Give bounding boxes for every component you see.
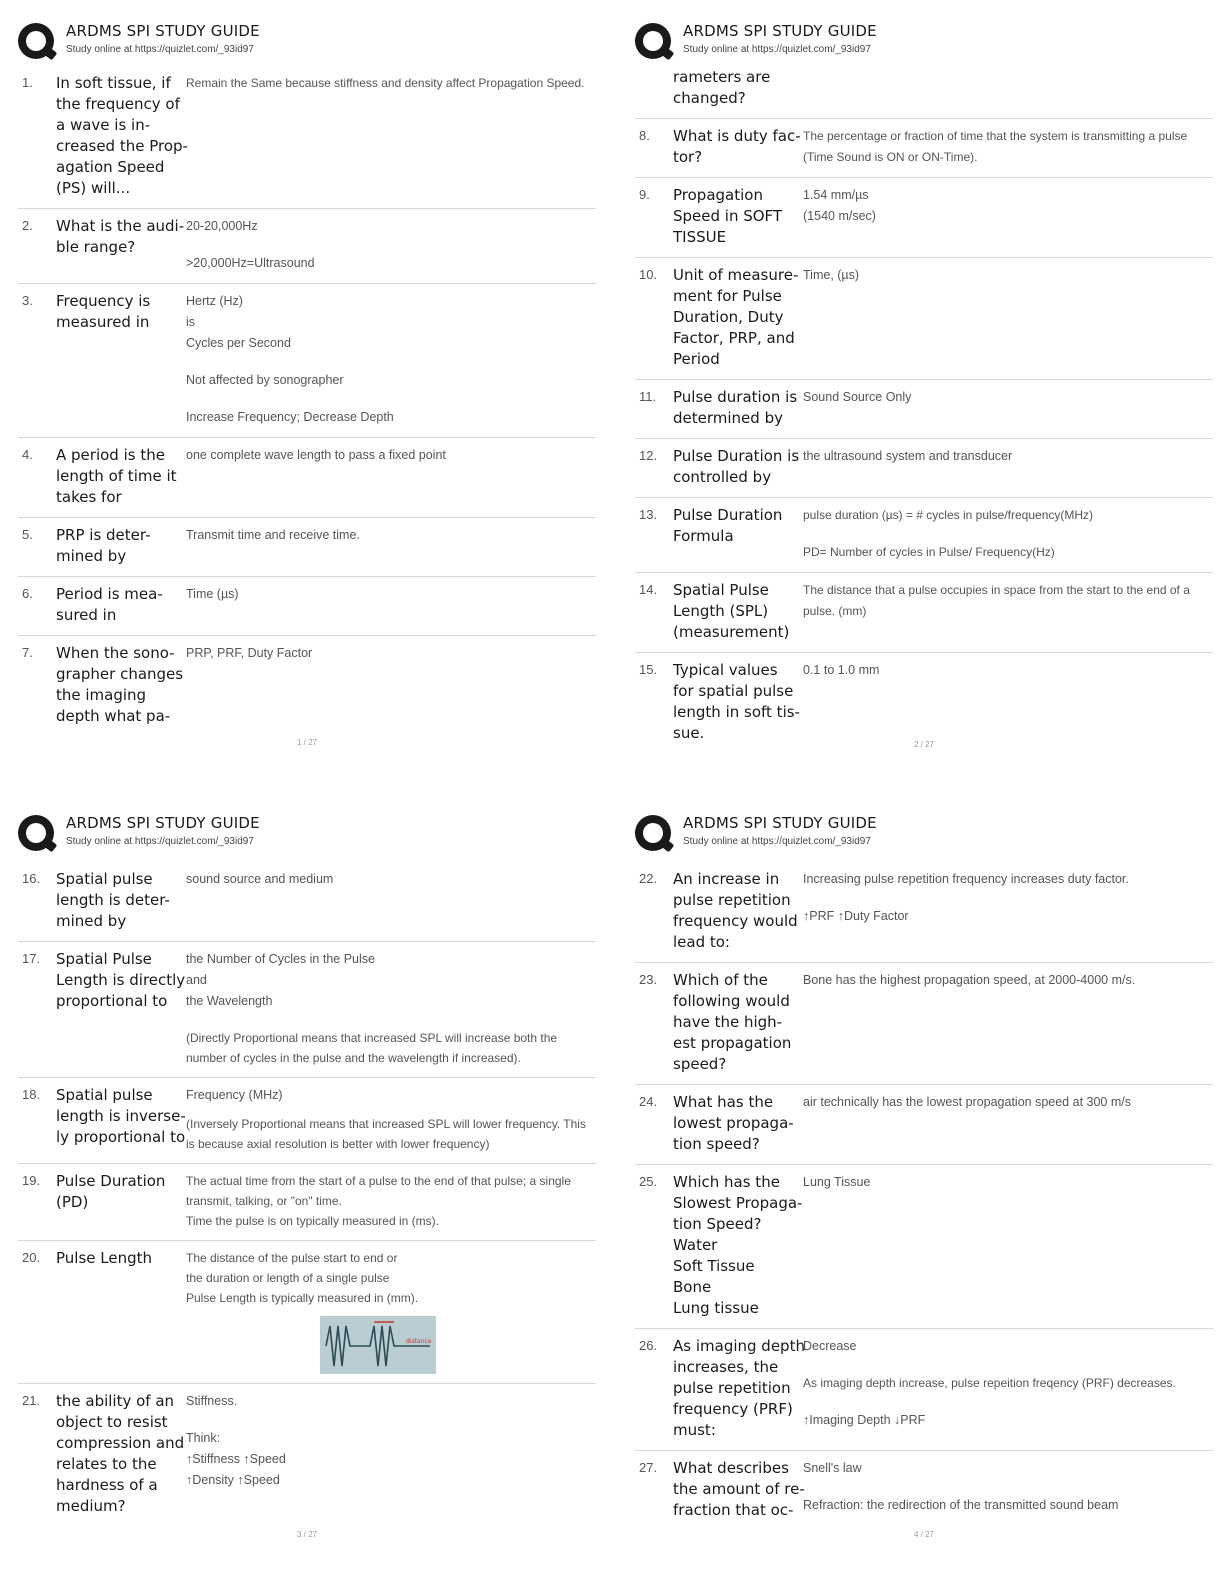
- card-number: 25.: [639, 1174, 658, 1189]
- card-definition: The actual time from the start of a pulse to the end of that pulse; a single transmit, talking, or "on" time. Time the pulse is on typically measured in (ms).: [186, 1174, 571, 1228]
- card-row: [18, 68, 596, 209]
- card-definition: PRP, PRF, Duty Factor: [186, 646, 313, 660]
- page-1: [18, 20, 596, 747]
- card-term: Spatial Pulse Length is directly proportional to: [56, 950, 186, 1010]
- card-number: 1.: [22, 75, 33, 90]
- card-term: Typical values for spatial pulse length in soft tis- sue.: [673, 661, 800, 742]
- page-header: [635, 812, 1213, 860]
- card-number: 21.: [22, 1393, 41, 1408]
- card-definition: The percentage or fraction of time that the system is transmitting a pulse (Time Sound is ON or ON-Time).: [803, 129, 1188, 164]
- card-row: [18, 518, 596, 577]
- card-term: An increase in pulse repetition frequency would lead to:: [673, 870, 798, 951]
- card-number: 7.: [22, 645, 33, 660]
- card-row: [635, 1165, 1213, 1329]
- card-term: A period is the length of time it takes for: [56, 446, 177, 506]
- card-number: 15.: [639, 662, 658, 677]
- card-definition: air technically has the lowest propagation speed at 300 m/s: [803, 1095, 1131, 1109]
- card-row: [635, 119, 1213, 178]
- card-definition: one complete wave length to pass a fixed point: [186, 448, 446, 462]
- card-continuation: [635, 62, 1213, 119]
- card-row: [18, 577, 596, 636]
- card-row: [18, 1164, 596, 1241]
- quizlet-logo-icon: [635, 815, 671, 851]
- card-number: 10.: [639, 267, 658, 282]
- card-number: 27.: [639, 1460, 658, 1475]
- card-row: [635, 963, 1213, 1085]
- card-definition: Lung Tissue: [803, 1175, 871, 1189]
- page-header: [18, 20, 596, 68]
- guide-title: ARDMS SPI STUDY GUIDE: [66, 22, 260, 40]
- card-definition: The distance of the pulse start to end or the duration or length of a single pulse Pulse Length is typically measured in (mm).: [186, 1251, 419, 1305]
- guide-title: ARDMS SPI STUDY GUIDE: [683, 814, 877, 832]
- card-number: 18.: [22, 1087, 41, 1102]
- card-row: [18, 438, 596, 518]
- card-term: PRP is deter- mined by: [56, 526, 151, 565]
- card-number: 26.: [639, 1338, 658, 1353]
- page-number: 4 / 27: [913, 1530, 934, 1539]
- card-term: rameters are changed?: [673, 68, 771, 107]
- card-definition: Transmit time and receive time.: [186, 528, 360, 542]
- card-term: What describes the amount of re- fraction that oc-: [673, 1459, 805, 1519]
- card-term: Pulse Duration (PD): [56, 1172, 166, 1211]
- card-term: When the sono- grapher changes the imaging depth what pa-: [56, 644, 184, 725]
- card-number: 9.: [639, 187, 650, 202]
- card-definition: Decrease As imaging depth increase, pulse repeition freqency (PRF) decreases. ↑Imaging Depth ↓PRF: [803, 1339, 1176, 1427]
- card-number: 14.: [639, 582, 658, 597]
- card-definition: sound source and medium: [186, 872, 334, 886]
- card-number: 12.: [639, 448, 658, 463]
- card-row: [635, 498, 1213, 573]
- card-term: Pulse duration is determined by: [673, 388, 798, 427]
- card-term: What is duty fac- tor?: [673, 127, 801, 166]
- study-online-link[interactable]: Study online at https://quizlet.com/_93id97: [66, 44, 254, 55]
- card-definition: 20-20,000Hz >20,000Hz=Ultrasound: [186, 219, 315, 270]
- quizlet-logo-icon: [635, 23, 671, 59]
- page-4: [635, 812, 1213, 1539]
- card-term: Frequency is measured in: [56, 292, 151, 331]
- card-term: Pulse Length: [56, 1249, 153, 1267]
- card-definition: Increasing pulse repetition frequency increases duty factor. ↑PRF ↑Duty Factor: [803, 872, 1129, 923]
- card-term: Propagation Speed in SOFT TISSUE: [673, 186, 783, 246]
- study-online-link[interactable]: Study online at https://quizlet.com/_93id97: [683, 44, 871, 55]
- page-3: [18, 812, 596, 1539]
- card-term: As imaging depth increases, the pulse repetition frequency (PRF) must:: [673, 1337, 805, 1439]
- card-definition: Time (µs): [186, 587, 239, 601]
- card-number: 22.: [639, 871, 658, 886]
- card-row: [18, 1078, 596, 1164]
- card-definition: Bone has the highest propagation speed, at 2000-4000 m/s.: [803, 973, 1136, 987]
- card-term: Pulse Duration Formula: [673, 506, 783, 545]
- card-number: 20.: [22, 1250, 41, 1265]
- card-row: [635, 573, 1213, 653]
- card-definition: 0.1 to 1.0 mm: [803, 663, 880, 677]
- card-row: [18, 209, 596, 284]
- card-term: Period is mea- sured in: [56, 585, 163, 624]
- card-term: the ability of an object to resist compression and relates to the hardness of a medium?: [56, 1392, 185, 1515]
- card-number: 17.: [22, 951, 41, 966]
- card-definition: The distance that a pulse occupies in space from the start to the end of a pulse. (mm): [803, 583, 1190, 618]
- card-term: Which has the Slowest Propaga- tion Speed? Water Soft Tissue Bone Lung tissue: [673, 1173, 803, 1317]
- card-term: Unit of measure- ment for Pulse Duration, Duty Factor, PRP, and Period: [673, 266, 799, 368]
- page-2: [635, 20, 1213, 753]
- quizlet-logo-icon: [18, 23, 54, 59]
- card-row: [635, 653, 1213, 753]
- card-row: [635, 860, 1213, 963]
- guide-title: ARDMS SPI STUDY GUIDE: [683, 22, 877, 40]
- card-row: [18, 1384, 596, 1526]
- card-term: Spatial pulse length is inverse- ly proportional to: [56, 1086, 186, 1146]
- card-row: [18, 284, 596, 438]
- card-number: 4.: [22, 447, 33, 462]
- card-number: 24.: [639, 1094, 658, 1109]
- card-row: [635, 1329, 1213, 1451]
- diagram-label: distance: [406, 1338, 432, 1345]
- card-number: 8.: [639, 128, 650, 143]
- card-term: Spatial pulse length is deter- mined by: [56, 870, 170, 930]
- card-term: What has the lowest propaga- tion speed?: [673, 1093, 794, 1153]
- card-number: 16.: [22, 871, 41, 886]
- card-term: What is the audi- ble range?: [56, 217, 185, 256]
- card-number: 13.: [639, 507, 658, 522]
- card-definition: 1.54 mm/µs (1540 m/sec): [803, 188, 876, 223]
- card-row: [635, 439, 1213, 498]
- study-online-link[interactable]: Study online at https://quizlet.com/_93id97: [66, 836, 254, 847]
- card-definition: Sound Source Only: [803, 390, 912, 404]
- card-definition: Stiffness. Think: ↑Stiffness ↑Speed ↑Density ↑Speed: [186, 1394, 286, 1487]
- card-definition: Remain the Same because stiffness and density affect Propagation Speed.: [186, 76, 585, 90]
- card-term: Which of the following would have the high- est propagation speed?: [673, 971, 792, 1073]
- page-header: [18, 812, 596, 860]
- card-number: 5.: [22, 527, 33, 542]
- page-number: 3 / 27: [296, 1530, 317, 1539]
- card-row: [18, 1241, 596, 1384]
- page-number: 2 / 27: [913, 740, 934, 749]
- page-header: [635, 20, 1213, 68]
- card-definition: the Number of Cycles in the Pulse and the Wavelength (Directly Proportional means that increased SPL will increase both the number of cycles in the pulse and the wavelength if increased).: [186, 952, 558, 1065]
- guide-title: ARDMS SPI STUDY GUIDE: [66, 814, 260, 832]
- quizlet-logo-icon: [18, 815, 54, 851]
- card-definition: pulse duration (µs) = # cycles in pulse/frequency(MHz) PD= Number of cycles in Pulse/ Frequency(Hz): [803, 508, 1094, 559]
- pulse-length-diagram: [320, 1316, 436, 1374]
- card-row: [635, 1451, 1213, 1530]
- card-definition: Snell's law Refraction: the redirection of the transmitted sound beam: [803, 1461, 1119, 1512]
- card-number: 2.: [22, 218, 33, 233]
- card-number: 3.: [22, 293, 33, 308]
- card-number: 6.: [22, 586, 33, 601]
- card-term: Spatial Pulse Length (SPL) (measurement): [673, 581, 790, 641]
- card-definition: Hertz (Hz) is Cycles per Second Not affected by sonographer Increase Frequency; Decrease Depth: [186, 294, 394, 424]
- study-online-link[interactable]: Study online at https://quizlet.com/_93id97: [683, 836, 871, 847]
- card-row: [18, 860, 596, 942]
- card-definition: Frequency (MHz) (Inversely Proportional means that increased SPL will lower frequency. This is because axial resolution is better with lower frequency): [186, 1088, 586, 1151]
- card-number: 19.: [22, 1173, 41, 1188]
- card-row: [18, 636, 596, 736]
- card-row: [18, 942, 596, 1078]
- card-number: 23.: [639, 972, 658, 987]
- card-row: [635, 1085, 1213, 1165]
- card-term: Pulse Duration is controlled by: [673, 447, 800, 486]
- card-row: [635, 258, 1213, 380]
- card-number: 11.: [639, 389, 657, 404]
- card-row: [635, 380, 1213, 439]
- card-definition: Time, (µs): [803, 268, 860, 282]
- card-term: In soft tissue, if the frequency of a wave is in- creased the Prop- agation Speed (PS) will...: [56, 74, 188, 197]
- page-number: 1 / 27: [296, 738, 317, 747]
- card-definition: the ultrasound system and transducer: [803, 449, 1013, 463]
- card-row: [635, 178, 1213, 258]
